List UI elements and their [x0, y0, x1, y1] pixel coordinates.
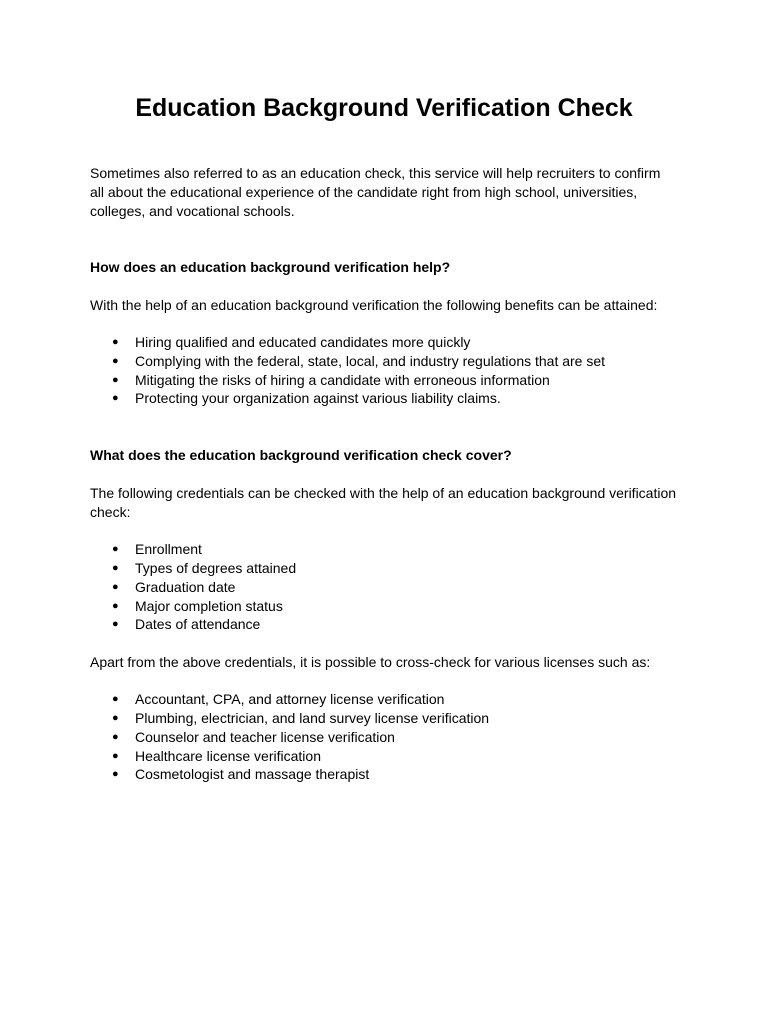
benefits-list	[90, 333, 678, 408]
list-item	[90, 765, 678, 784]
list-item	[90, 371, 678, 390]
list-item-text: Accountant, CPA, and attorney license verification	[135, 691, 445, 708]
list-item	[90, 333, 678, 352]
list-item-text: Types of degrees attained	[135, 559, 297, 576]
bullet-icon: ●	[112, 561, 119, 574]
bullet-icon: ●	[112, 711, 119, 724]
list-item-text: Counselor and teacher license verification	[135, 728, 395, 745]
list-item-text: Dates of attendance	[135, 616, 261, 633]
bullet-icon: ●	[112, 768, 119, 781]
bullet-icon: ●	[112, 543, 119, 556]
list-item	[90, 728, 678, 747]
section-heading-coverage: What does the education background verification check cover?	[90, 447, 512, 464]
list-item	[90, 540, 678, 559]
licenses-list	[90, 690, 678, 784]
list-item	[90, 578, 678, 597]
bullet-icon: ●	[112, 618, 119, 631]
credentials-paragraph: The following credentials can be checked with the help of an education background verification check:	[90, 485, 677, 521]
list-item-text: Healthcare license verification	[135, 747, 321, 764]
list-item-text: Enrollment	[135, 541, 202, 558]
bullet-icon: ●	[112, 749, 119, 762]
bullet-icon: ●	[112, 599, 119, 612]
list-item-text: Protecting your organization against various liability claims.	[135, 390, 501, 407]
list-item	[90, 615, 678, 634]
benefits-paragraph: With the help of an education background verification the following benefits can be attained:	[90, 297, 658, 313]
document-title: Education Background Verification Check	[135, 94, 633, 122]
bullet-icon: ●	[112, 730, 119, 743]
bullet-icon: ●	[112, 580, 119, 593]
bullet-icon: ●	[112, 336, 119, 348]
intro-paragraph: Sometimes also referred to as an education check, this service will help recruiters to confirm all about the educational experience of the candidate right from high school, universities, colleges, and vocational schools.	[90, 165, 661, 219]
list-item	[90, 690, 678, 709]
bullet-icon: ●	[112, 693, 119, 706]
list-item-text: Complying with the federal, state, local, and industry regulations that are set	[135, 352, 606, 369]
bullet-icon: ●	[112, 392, 119, 405]
section-heading-help: How does an education background verification help?	[90, 259, 451, 275]
list-item-text: Cosmetologist and massage therapist	[135, 766, 370, 783]
licenses-paragraph: Apart from the above credentials, it is possible to cross-check for various licenses such as:	[90, 654, 651, 671]
list-item-text: Major completion status	[135, 597, 283, 614]
list-item-text: Graduation date	[135, 578, 236, 595]
credentials-list	[90, 540, 678, 634]
bullet-icon: ●	[112, 373, 119, 386]
list-item	[90, 352, 678, 371]
list-item-text: Mitigating the risks of hiring a candidate with erroneous information	[135, 371, 550, 388]
list-item	[90, 597, 678, 616]
list-item	[90, 709, 678, 728]
list-item	[90, 747, 678, 766]
list-item	[90, 389, 678, 408]
list-item-text: Hiring qualified and educated candidates more quickly	[135, 334, 471, 350]
bullet-icon: ●	[112, 354, 119, 367]
list-item-text: Plumbing, electrician, and land survey license verification	[135, 709, 490, 726]
list-item	[90, 559, 678, 578]
